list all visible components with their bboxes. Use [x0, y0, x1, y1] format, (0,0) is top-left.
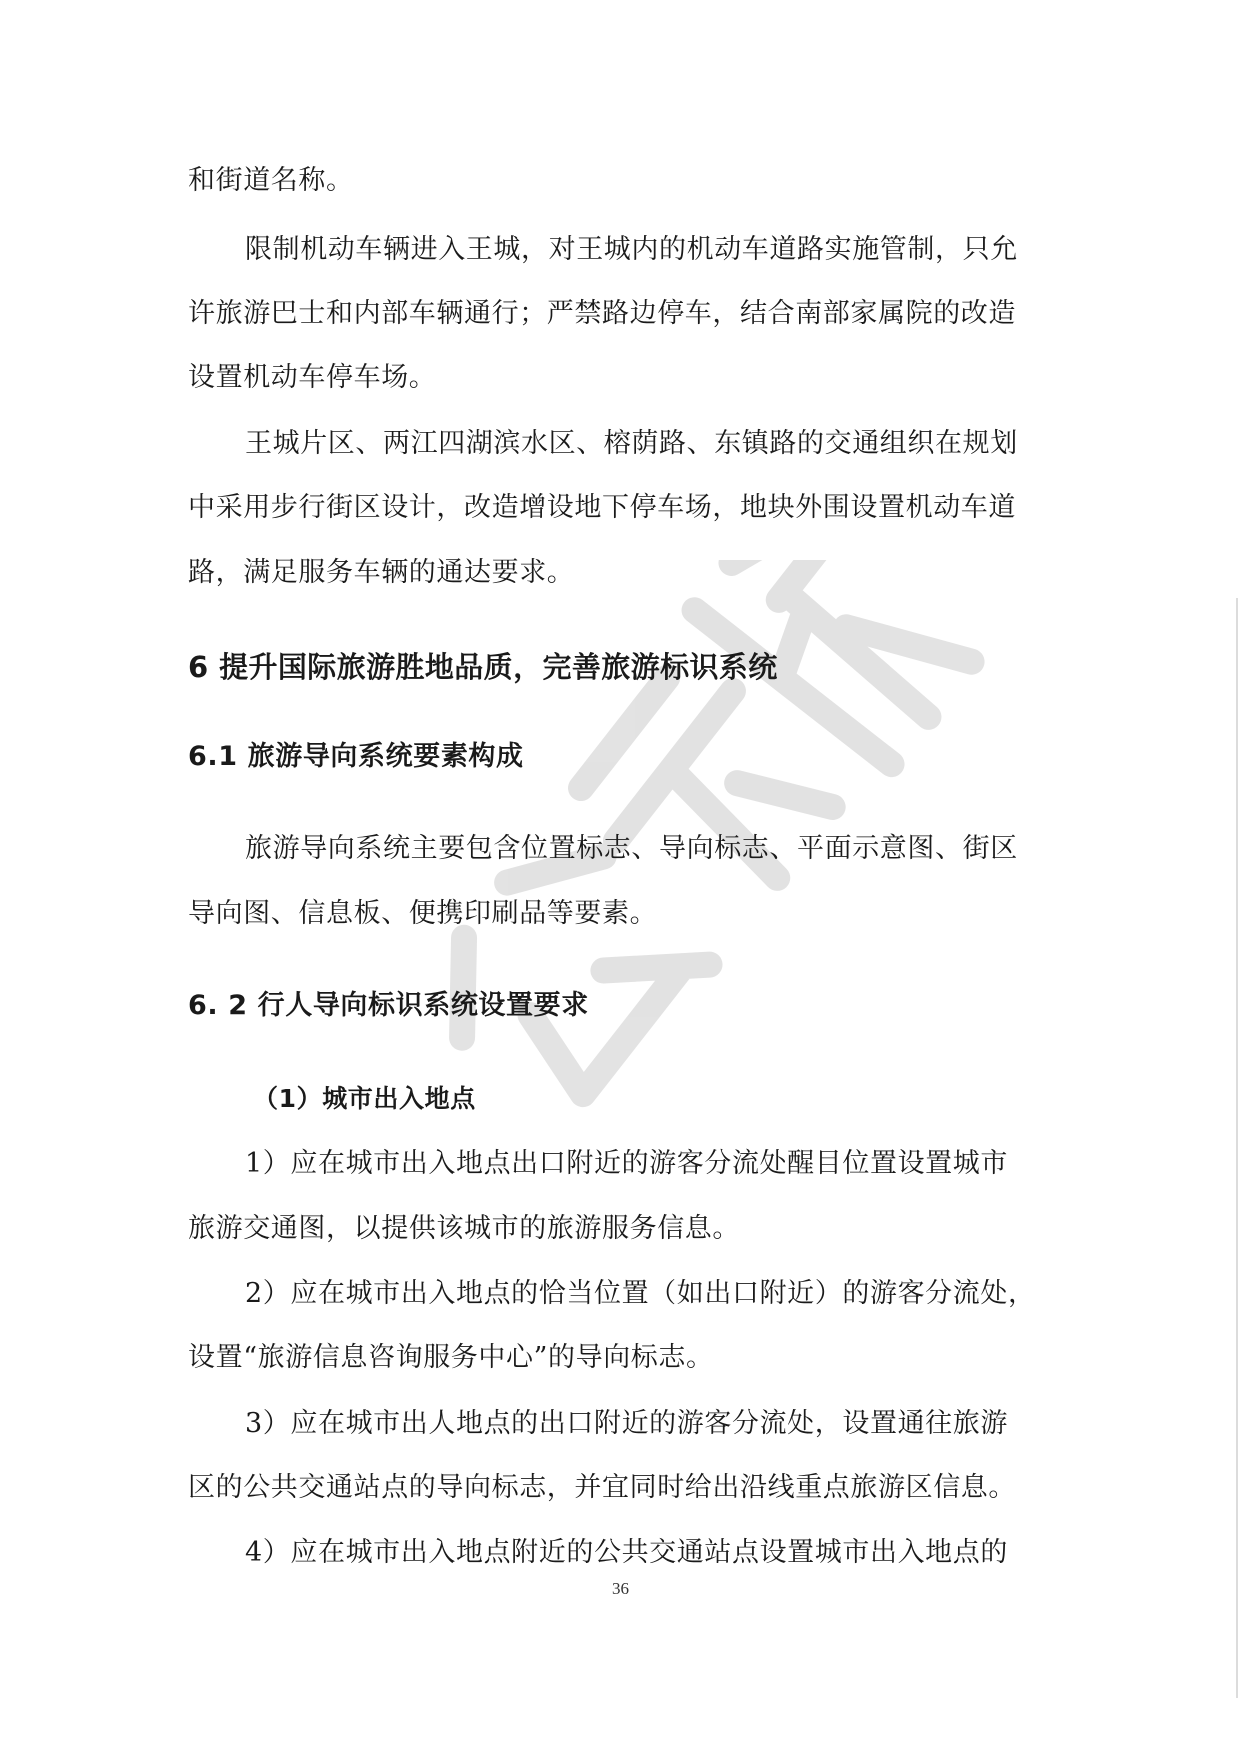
- paragraph-line: 限制机动车辆进入王城，对王城内的机动车道路实施管制，只允: [245, 234, 1018, 265]
- paragraph-line: 王城片区、两江四湖滨水区、榕荫路、东镇路的交通组织在规划: [245, 428, 1018, 459]
- paragraph-line: 旅游导向系统主要包含位置标志、导向标志、平面示意图、街区: [245, 833, 1018, 864]
- subsection-heading: 6.1 旅游导向系统要素构成: [188, 741, 524, 772]
- item-heading: （1）城市出入地点: [253, 1084, 476, 1113]
- paragraph-line: 设置机动车停车场。: [188, 362, 437, 393]
- subsection-heading: 6. 2 行人导向标识系统设置要求: [188, 990, 589, 1021]
- paragraph-line: 和街道名称。: [188, 165, 354, 196]
- paragraph-line: 4）应在城市出入地点附近的公共交通站点设置城市出入地点的: [245, 1537, 1008, 1568]
- paragraph-line: 设置“旅游信息咨询服务中心”的导向标志。: [188, 1342, 714, 1373]
- page-edge-rule: [1236, 598, 1238, 1698]
- paragraph-line: 3）应在城市出人地点的出口附近的游客分流处，设置通往旅游: [245, 1408, 1008, 1439]
- paragraph-line: 导向图、信息板、便携印刷品等要素。: [188, 898, 658, 929]
- paragraph-line: 区的公共交通站点的导向标志，并宜同时给出沿线重点旅游区信息。: [188, 1472, 1016, 1503]
- paragraph-line: 路，满足服务车辆的通达要求。: [188, 557, 575, 588]
- paragraph-line: 1）应在城市出入地点出口附近的游客分流处醒目位置设置城市: [245, 1148, 1008, 1179]
- paragraph-line: 中采用步行街区设计，改造增设地下停车场，地块外围设置机动车道: [188, 492, 1016, 523]
- section-heading: 6 提升国际旅游胜地品质，完善旅游标识系统: [188, 650, 778, 684]
- paragraph-line: 旅游交通图，以提供该城市的旅游服务信息。: [188, 1213, 740, 1244]
- paragraph-line: 2）应在城市出入地点的恰当位置（如出口附近）的游客分流处，: [245, 1278, 1036, 1309]
- page-number: 36: [612, 1579, 629, 1598]
- paragraph-line: 许旅游巴士和内部车辆通行；严禁路边停车，结合南部家属院的改造: [188, 298, 1016, 329]
